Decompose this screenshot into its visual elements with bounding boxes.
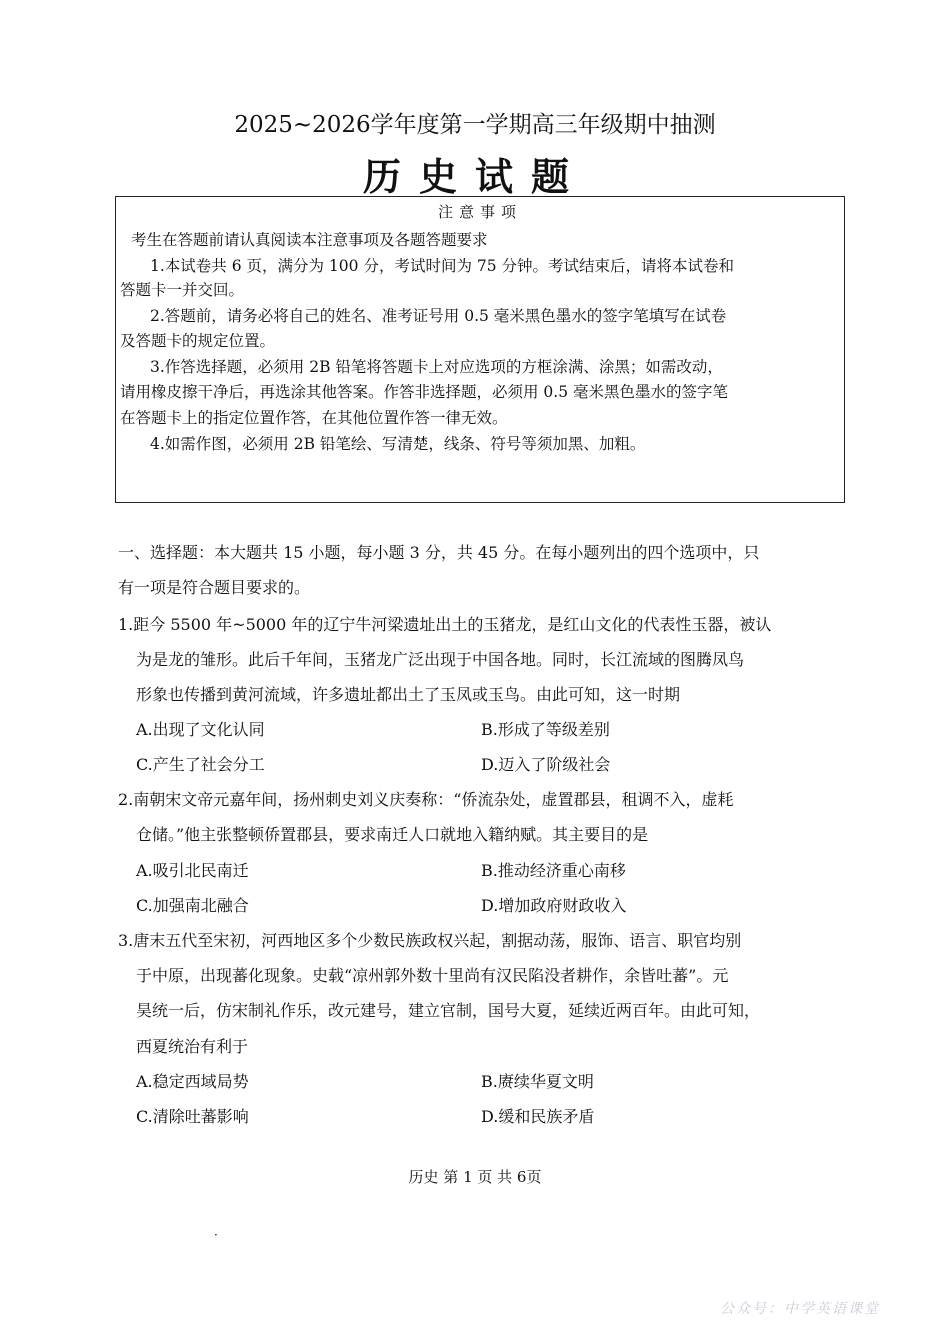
watermark: 公众号：中学英语课堂	[720, 1301, 880, 1317]
notice-line: 4.如需作图，必须用 2B 铅笔绘、写清楚，线条、符号等须加黑、加粗。	[150, 435, 646, 453]
question-2-option-a: A.吸引北民南迁	[136, 861, 249, 880]
question-2-option-b: B.推动经济重心南移	[481, 861, 626, 880]
question-3-option-b: B.赓续华夏文明	[481, 1072, 594, 1091]
notice-line: 1.本试卷共 6 页，满分为 100 分，考试时间为 75 分钟。考试结束后，请将本试卷和	[150, 257, 735, 275]
question-3-line: 昊统一后，仿宋制礼作乐，改元建号，建立官制，国号大夏，延续近两百年。由此可知，	[136, 1001, 761, 1020]
question-3-line: 3.唐末五代至宋初，河西地区多个少数民族政权兴起，割据动荡，服饰、语言、职官均别	[118, 931, 742, 950]
question-1-line: 1.距今 5500 年~5000 年的辽宁牛河梁遗址出土的玉猪龙，是红山文化的代表性玉器，被认	[118, 615, 772, 634]
question-3-line: 西夏统治有利于	[136, 1037, 249, 1056]
exam-title: 2025~2026学年度第一学期高三年级期中抽测	[234, 112, 716, 138]
section-heading: 一、选择题：本大题共 15 小题，每小题 3 分，共 45 分。在每小题列出的四个选项中，只	[118, 543, 760, 562]
question-3-option-a: A.稳定西域局势	[136, 1072, 249, 1091]
question-2-line: 2.南朝宋文帝元嘉年间，扬州刺史刘义庆奏称：“侨流杂处，虚置郡县，租调不入，虚耗	[118, 790, 734, 809]
notice-line: 在答题卡上的指定位置作答，在其他位置作答一律无效。	[120, 409, 508, 427]
question-1-option-a: A.出现了文化认同	[136, 720, 265, 739]
notice-box	[115, 196, 845, 503]
stray-dot: ·	[214, 1228, 218, 1242]
section-heading: 有一项是符合题目要求的。	[118, 578, 311, 597]
notice-title: 注意事项	[437, 203, 522, 221]
question-3-option-c: C.清除吐蕃影响	[136, 1107, 249, 1126]
question-1-option-b: B.形成了等级差别	[481, 720, 610, 739]
question-2-line: 仓储。”他主张整顿侨置郡县，要求南迁人口就地入籍纳赋。其主要目的是	[136, 825, 649, 844]
page-footer: 历史 第 1 页 共 6页	[408, 1168, 542, 1186]
question-3-line: 于中原，出现蕃化现象。史载“凉州郭外数十里尚有汉民陷没者耕作，余皆吐蕃”。元	[136, 966, 729, 985]
subject-title: 历史试题	[362, 154, 587, 199]
notice-line: 2.答题前，请务必将自己的姓名、准考证号用 0.5 毫米黑色墨水的签字笔填写在试卷	[150, 307, 727, 325]
notice-line: 答题卡一并交回。	[120, 281, 245, 299]
question-2-option-c: C.加强南北融合	[136, 896, 249, 915]
question-1-line: 为是龙的雏形。此后千年间，玉猪龙广泛出现于中国各地。同时，长江流域的图腾凤鸟	[136, 650, 745, 669]
notice-line: 考生在答题前请认真阅读本注意事项及各题答题要求	[131, 231, 488, 249]
question-1-option-c: C.产生了社会分工	[136, 755, 265, 774]
question-3-option-d: D.缓和民族矛盾	[481, 1107, 595, 1126]
notice-line: 及答题卡的规定位置。	[120, 332, 276, 350]
notice-line: 3.作答选择题，必须用 2B 铅笔将答题卡上对应选项的方框涂满、涂黑；如需改动，	[150, 358, 723, 376]
question-2-option-d: D.增加政府财政收入	[481, 896, 627, 915]
question-1-option-d: D.迈入了阶级社会	[481, 755, 611, 774]
question-1-line: 形象也传播到黄河流域，许多遗址都出土了玉凤或玉鸟。由此可知，这一时期	[136, 685, 681, 704]
notice-line: 请用橡皮擦干净后，再选涂其他答案。作答非选择题，必须用 0.5 毫米黑色墨水的签字笔	[120, 383, 729, 401]
